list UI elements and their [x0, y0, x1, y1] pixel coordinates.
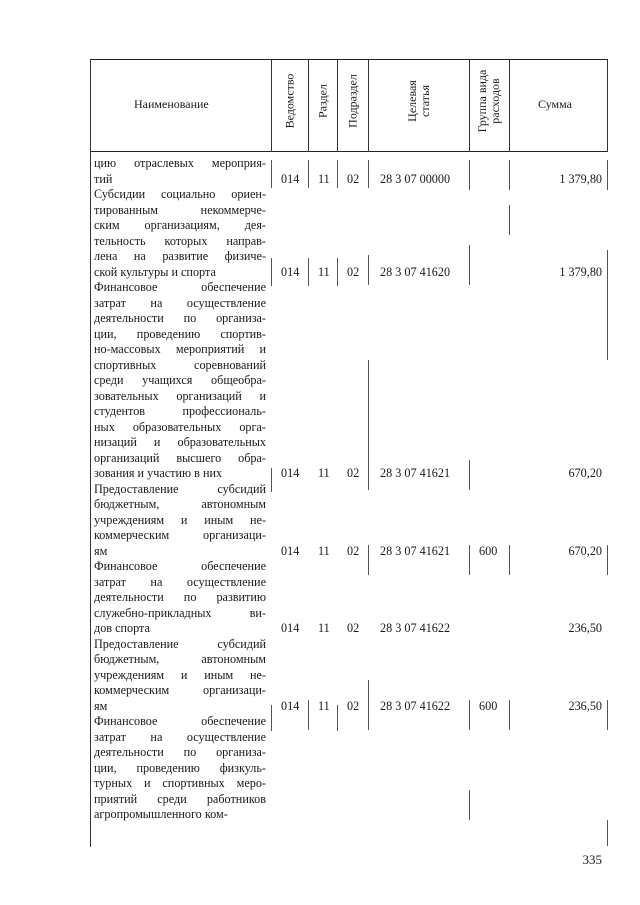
row-name: [94, 637, 266, 715]
header-celevaya-line2: статья: [418, 85, 432, 117]
razdel-cell: 11: [318, 543, 330, 558]
col-line-fragment: [308, 258, 309, 286]
vedomstvo-cell: 014: [281, 698, 300, 713]
row-name: [94, 559, 266, 637]
row-name-line: приятий среди работников: [94, 791, 266, 806]
razdel-cell: 11: [318, 264, 330, 279]
row-name-line: бюджетным, автономным: [94, 652, 266, 666]
col-line-fragment: [469, 245, 470, 285]
gruppa-cell: 600: [479, 698, 498, 713]
podrazdel-cell: 02: [347, 466, 360, 480]
podrazdel-cell: 02: [347, 698, 360, 713]
col-line-fragment: [368, 255, 369, 285]
vedomstvo-cell: 014: [281, 264, 300, 279]
summa-cell: 236,50: [568, 621, 602, 635]
col-line-fragment: [607, 545, 608, 575]
vedomstvo-cell: 014: [281, 171, 300, 186]
col-line-fragment: [308, 700, 309, 730]
header-celevaya-statya: [406, 80, 432, 122]
col-divider-cel: [469, 59, 470, 152]
row-name-line: студентов профессиональ-: [94, 404, 266, 418]
col-line-fragment: [509, 700, 510, 730]
gruppa-cell: 600: [479, 543, 498, 558]
table-left-border: [90, 59, 91, 847]
podrazdel-cell: 02: [347, 264, 360, 279]
podrazdel-cell: 02: [347, 621, 360, 635]
razdel-cell: 11: [318, 621, 330, 635]
vedomstvo-cell: 014: [281, 466, 300, 480]
header-vedomstvo: Ведомство: [282, 73, 297, 129]
row-name-line: Финансовое обеспечение: [94, 714, 266, 728]
row-name-line: тельность которых направ-: [94, 233, 266, 248]
row-name-line: затрат на осуществление: [94, 574, 266, 589]
table-right-border: [607, 59, 608, 152]
col-line-fragment: [337, 705, 338, 731]
col-divider-podr: [368, 59, 369, 152]
row-name: [94, 187, 266, 280]
row-name-line: бюджетным, автономным: [94, 497, 266, 511]
col-line-fragment: [469, 160, 470, 190]
podrazdel-cell: 02: [347, 171, 360, 186]
header-celevaya-line1: Целевая: [405, 80, 419, 122]
row-name-line: зовательных организаций и: [94, 388, 266, 403]
col-line-fragment: [509, 545, 510, 575]
col-line-fragment: [607, 820, 608, 846]
header-summa: Сумма: [538, 97, 572, 111]
col-divider-ved: [308, 59, 309, 152]
razdel-cell: 11: [318, 698, 330, 713]
celevaya-statya-cell: 28 3 07 41621: [380, 543, 451, 558]
row-name-line: деятельности по организа-: [94, 311, 266, 325]
col-line-fragment: [271, 705, 272, 731]
row-name-line: ных образовательных орга-: [94, 419, 266, 434]
row-name-line: тированным некоммерче-: [94, 202, 266, 217]
row-name-line: среди учащихся общеобра-: [94, 373, 266, 387]
row-name: [94, 714, 266, 823]
row-name-line: учреждениям и иным не-: [94, 667, 266, 682]
col-divider-name: [271, 59, 272, 152]
header-gruppa-line1: Группа вида: [475, 69, 489, 133]
col-line-fragment: [337, 258, 338, 286]
row-name-line: лена на развитие физиче-: [94, 249, 266, 263]
row-name-line: спортивных соревнований: [94, 357, 266, 372]
col-line-fragment: [469, 460, 470, 490]
vedomstvo-cell: 014: [281, 543, 300, 558]
header-gruppa-vida-rashodov: [476, 70, 502, 133]
row-name-line: деятельности по развитию: [94, 590, 266, 604]
row-name-line: учреждениям и иным не-: [94, 512, 266, 527]
row-name-line: коммерческим организаци-: [94, 683, 266, 697]
header-bottom-border: [90, 151, 608, 152]
table-top-border: [90, 59, 608, 60]
col-line-fragment: [337, 160, 338, 188]
row-name-line: цию отраслевых мероприя-: [94, 156, 266, 170]
row-name-line: тий: [94, 171, 113, 186]
col-line-fragment: [368, 680, 369, 730]
summa-cell: 670,20: [568, 543, 602, 558]
row-name-line: коммерческим организаци-: [94, 528, 266, 542]
col-line-fragment: [271, 258, 272, 286]
col-line-fragment: [308, 160, 309, 188]
col-line-fragment: [469, 700, 470, 730]
row-name-line: Субсидии социально ориен-: [94, 187, 266, 201]
col-line-fragment: [607, 700, 608, 730]
row-name: [94, 156, 266, 187]
page-number: 335: [582, 852, 602, 867]
celevaya-statya-cell: 28 3 07 41622: [380, 698, 451, 713]
row-name-line: затрат на осуществление: [94, 295, 266, 310]
row-name-line: ям: [94, 698, 108, 713]
celevaya-statya-cell: 28 3 07 41620: [380, 264, 451, 279]
col-line-fragment: [271, 160, 272, 188]
col-line-fragment: [368, 160, 369, 188]
podrazdel-cell: 02: [347, 543, 360, 558]
summa-cell: 670,20: [568, 466, 602, 480]
row-name: [94, 280, 266, 482]
celevaya-statya-cell: 28 3 07 41621: [380, 466, 451, 480]
col-line-fragment: [469, 545, 470, 575]
col-line-fragment: [368, 360, 369, 490]
col-line-fragment: [607, 250, 608, 360]
summa-cell: 1 379,80: [559, 264, 602, 279]
row-name-line: Предоставление субсидий: [94, 636, 266, 651]
row-name-line: затрат на осуществление: [94, 729, 266, 744]
summa-cell: 236,50: [568, 698, 602, 713]
col-line-fragment: [271, 468, 272, 492]
row-name-line: ям: [94, 543, 108, 558]
header-name: Наименование: [134, 97, 209, 111]
row-name-line: деятельности по организа-: [94, 745, 266, 759]
row-name-line: Финансовое обеспечение: [94, 280, 266, 294]
razdel-cell: 11: [318, 466, 330, 480]
header-podrazdel: Подраздел: [345, 74, 360, 128]
col-line-fragment: [368, 545, 369, 575]
row-name-line: Предоставление субсидий: [94, 481, 266, 496]
row-name-line: дов спорта: [94, 621, 150, 635]
row-name-line: турных и спортивных меро-: [94, 776, 266, 790]
row-name-line: ции, проведению физкуль-: [94, 760, 266, 775]
col-line-fragment: [509, 205, 510, 235]
row-name-line: агропромышленного ком-: [94, 807, 228, 821]
col-line-fragment: [509, 160, 510, 190]
row-name-line: ции, проведению спортив-: [94, 326, 266, 341]
row-name-line: ской культуры и спорта: [94, 264, 216, 279]
razdel-cell: 11: [318, 171, 330, 186]
col-line-fragment: [469, 790, 470, 820]
header-gruppa-line2: расходов: [488, 78, 502, 124]
celevaya-statya-cell: 28 3 07 00000: [380, 171, 451, 186]
row-name-line: но-массовых мероприятий и: [94, 342, 266, 356]
summa-cell: 1 379,80: [559, 171, 602, 186]
row-name-line: Финансовое обеспечение: [94, 559, 266, 573]
col-divider-grp: [509, 59, 510, 152]
vedomstvo-cell: 014: [281, 621, 300, 635]
row-name-line: зования и участию в них: [94, 466, 223, 480]
row-name-line: ским организациям, дея-: [94, 218, 266, 232]
row-name-line: служебно-прикладных ви-: [94, 605, 266, 620]
header-razdel: Раздел: [315, 84, 330, 118]
row-name-line: низаций и образовательных: [94, 435, 266, 449]
col-line-fragment: [607, 160, 608, 190]
row-name-line: организаций высшего обра-: [94, 450, 266, 465]
col-divider-razd: [337, 59, 338, 152]
row-name: [94, 482, 266, 560]
celevaya-statya-cell: 28 3 07 41622: [380, 621, 451, 635]
